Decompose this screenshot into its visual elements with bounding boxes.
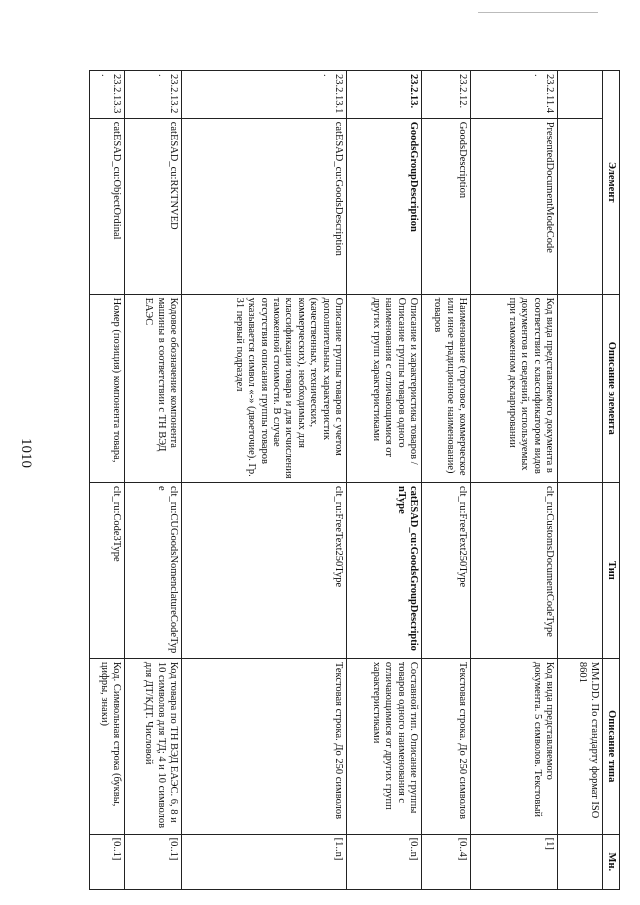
table-row [422, 71, 471, 890]
cell-type-desc: Составной тип. Описание группы товаров одного наименования с отличающимися от других групп характеристиками [347, 658, 422, 834]
cell-element-desc: Описание и характеристика товаров / Описание группы товаров одного наименования с отличающимися от других групп характеристиками [347, 294, 422, 482]
table-row [471, 71, 558, 890]
table-header-row [603, 71, 620, 890]
cell-type-desc: Текстовая строка. До 250 символов [422, 658, 471, 834]
header-mn: Мн. [603, 834, 620, 889]
cell-blank [558, 118, 603, 294]
header-element-desc: Описание элемента [603, 294, 620, 482]
cell-num: 23.2.13.3. [90, 71, 125, 119]
cell-blank [558, 71, 603, 119]
cell-type-desc: Код вида представляемого документа. 5 символов. Текстовый [471, 658, 558, 834]
cell-mn: [0..4] [422, 834, 471, 889]
table-row [125, 71, 182, 890]
header-type: Тип [603, 482, 620, 658]
cell-type: clt_ru:Code3Type [90, 482, 125, 658]
header-element: Элемент [603, 71, 620, 295]
cell-num: 23.2.12. [422, 71, 471, 119]
cell-mn: [1..n] [182, 834, 347, 889]
cell-element: catESAD_cu:RKTNVED [125, 118, 182, 294]
cell-blank [558, 294, 603, 482]
cell-element-desc: Код вида представляемого документа в соответствии с классификатором видов документов и сведений, используемых при таможенном декларировании [471, 294, 558, 482]
cell-num: 23.2.11.4. [471, 71, 558, 119]
cell-type: clt_ru:FreeText250Type [182, 482, 347, 658]
cell-num: 23.2.13.1. [182, 71, 347, 119]
scan-edge-line [478, 12, 598, 13]
table-row [90, 71, 125, 890]
data-table [89, 70, 620, 890]
cell-element: PresentedDocumentModeCode [471, 118, 558, 294]
cell-mn: [1] [471, 834, 558, 889]
cell-element: catESAD_cu:GoodsDescription [182, 118, 347, 294]
cell-type: catESAD_cu:GoodsGroupDescriptionType [347, 482, 422, 658]
cell-element: catESAD_cu:ObjectOrdinal [90, 118, 125, 294]
table-row [182, 71, 347, 890]
rotated-table-container [80, 70, 620, 890]
cell-type: clt_ru:CustomsDocumentCodeType [471, 482, 558, 658]
cell-mn: [0..n] [347, 834, 422, 889]
cell-type-desc: Код. Символьная строка (буквы, цифры, знаки) [90, 658, 125, 834]
cell-element-desc: Наименование (торговое, коммерческое или иное традиционное наименование) товаров [422, 294, 471, 482]
cell-type-desc: MM.DD. По стандарту формат ISO 8601 [558, 658, 603, 834]
page-number: 1010 [18, 438, 34, 468]
cell-num: 23.2.13.2. [125, 71, 182, 119]
cell-mn: [0..1] [90, 834, 125, 889]
cell-type: clt_ru:FreeText250Type [422, 482, 471, 658]
cell-element-desc: Описание группы товаров с учетом дополнительных характеристик (качественных, технических, коммерческих), необходимых для классификации товара и для исчисления таможенной стоимости. В случае отсутствия описания группы товаров указывается символ «-» (двоеточие). Гр. 31 первый подраздел [182, 294, 347, 482]
cell-element: GoodsDescription [422, 118, 471, 294]
cell-element-desc: Кодовое обозначение компонента машины в соответствии с ТН ВЭД ЕАЭС [125, 294, 182, 482]
cell-type-desc: Код товара по ТН ВЭД ЕАЭС. 6, 8 и 10 символов для ТД; 4 и 10 символов для ДТ/КДТ. Числовой [125, 658, 182, 834]
cell-blank [558, 834, 603, 889]
cell-blank [558, 482, 603, 658]
cell-num: 23.2.13. [347, 71, 422, 119]
cell-element-desc: Номер (позиция) компонента товара, [90, 294, 125, 482]
table-row [347, 71, 422, 890]
header-type-desc: Описание типа [603, 658, 620, 834]
cell-type-desc: Текстовая строка. До 250 символов [182, 658, 347, 834]
cell-mn: [0..1] [125, 834, 182, 889]
table-row-continued [558, 71, 603, 890]
cell-element: GoodsGroupDescription [347, 118, 422, 294]
cell-type: clt_ru:CUGoodsNomenclatureCodeType [125, 482, 182, 658]
